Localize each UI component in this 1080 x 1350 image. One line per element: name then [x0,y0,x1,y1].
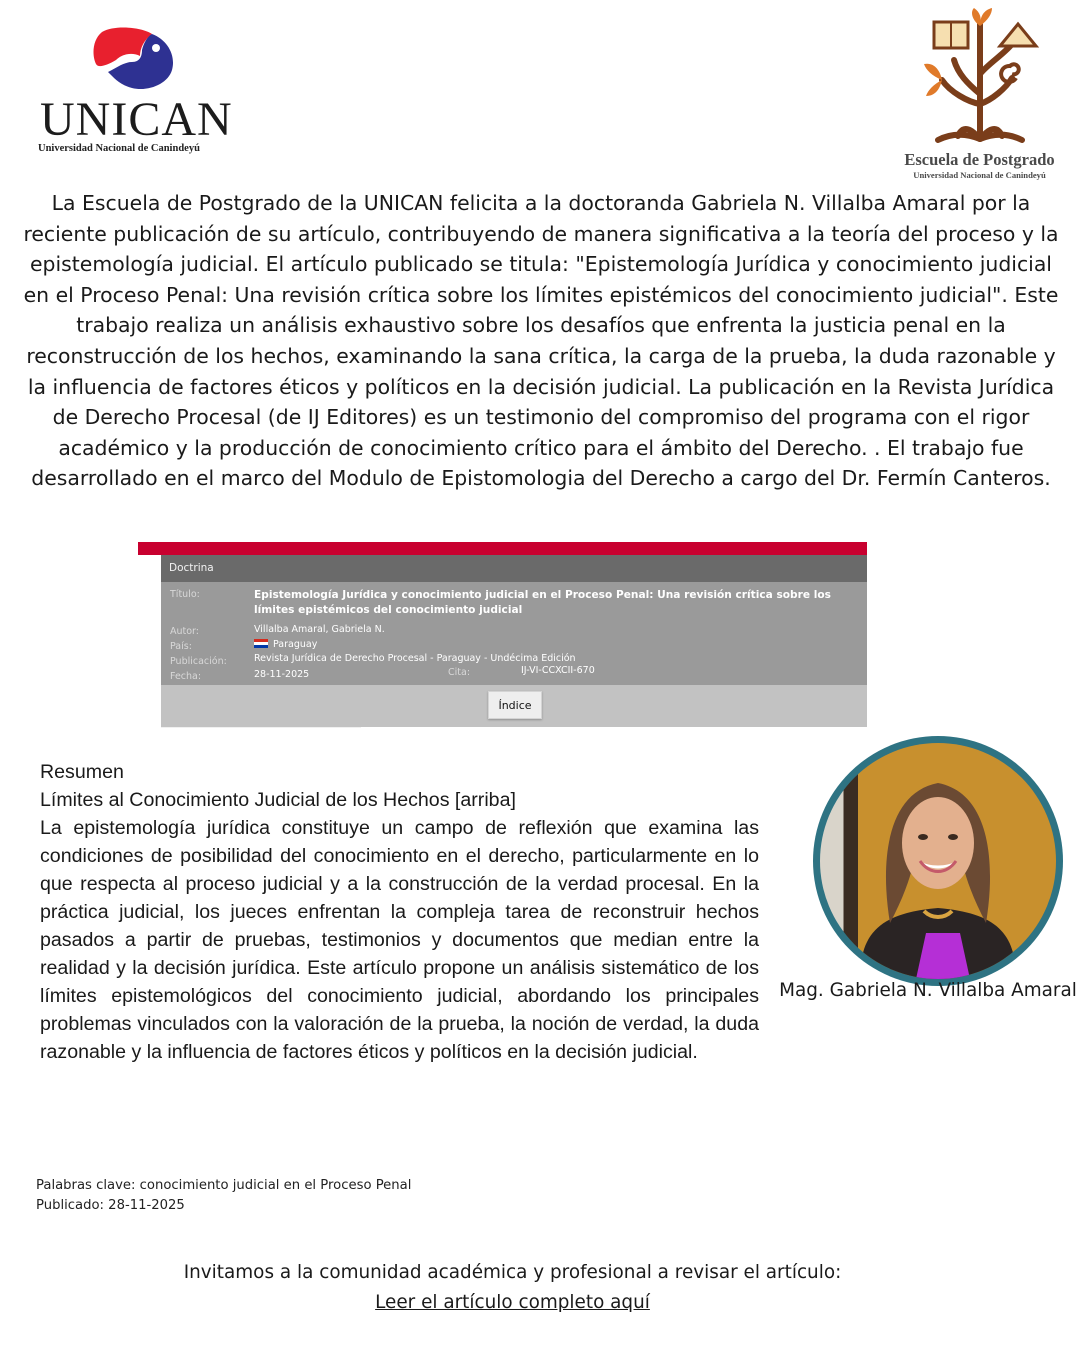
unican-emblem-icon [36,26,241,96]
intro-paragraph: La Escuela de Postgrado de la UNICAN felicita a la doctoranda Gabriela N. Villalba Amaral por la reciente publicación de su artículo, contribuyendo de manera significativa a la teoría del proceso y la epistemología judicial. El artículo publicado se titula: "Epistemología Jurídica y conocimiento judicial en el Proceso Penal: Una revisión crítica sobre los límites epistémicos del conocimiento judicial". Este trabajo realiza un análisis exhaustivo sobre los desafíos que enfrenta la justicia penal en la reconstrucción de los hechos, examinando la sana crítica, la carga de la prueba, la duda razonable y la influencia de factores éticos y políticos en la decisión judicial. La publicación en la Revista Jurídica de Derecho Procesal (de IJ Editores) es un testimonio del compromiso del programa con el rigor académico y la producción de conocimiento crítico para el ámbito del Derecho. . El trabajo fue desarrollado en el marco del Modulo de Epistomologia del Derecho a cargo del Dr. Fermín Canteros. [23,191,1059,491]
postgrado-title: Escuela de Postgrado [904,150,1055,169]
fecha-value: 28-11-2025 [254,669,310,680]
index-button[interactable]: Índice [488,691,542,719]
titulo-label: Título: [170,589,200,600]
card-accent-bar [138,542,867,555]
article-card [138,542,867,728]
tree-emblem-icon [888,4,1068,149]
card-section-header: Doctrina [161,555,867,582]
unican-logo [36,26,241,156]
pais-label: País: [170,641,192,652]
card-panel [161,555,867,727]
photo-caption: Mag. Gabriela N. Villalba Amaral [779,980,1077,1001]
portrait-illustration-icon [820,743,1056,979]
publicacion-label: Publicación: [170,656,227,667]
pais-text: Paraguay [273,639,318,650]
article-title-link[interactable]: Epistemología Jurídica y conocimiento judicial en el Proceso Penal: Una revisión crítica sobre los límites epistémicos del conocimiento judicial [254,589,831,616]
invite-text: Invitamos a la comunidad académica y profesional a revisar el artículo: [183,1262,842,1283]
abstract-subheading: Límites al Conocimiento Judicial de los Hechos [arriba] [40,789,516,811]
call-to-action [150,1258,875,1318]
abstract-heading: Resumen [40,761,124,783]
read-article-link[interactable]: Leer el artículo completo aquí [375,1292,650,1313]
author-photo-image [820,743,1056,979]
article-meta [36,1176,411,1216]
unican-subtitle: Universidad Nacional de Canindeyú [38,143,200,154]
card-bottom-line [161,727,361,728]
keywords: Palabras clave: conocimiento judicial en el Proceso Penal [36,1178,412,1193]
unican-wordmark: UNICAN [40,93,233,146]
fecha-label: Fecha: [170,671,202,682]
author-photo [813,736,1063,986]
cita-value: IJ-VI-CCXCII-670 [521,665,595,676]
autor-label: Autor: [170,626,199,637]
abstract-text: La epistemología jurídica constituye un campo de reflexión que examina las condiciones de posibilidad del conocimiento en el derecho, particularmente en lo que respecta al proceso judicial y a la construcción de la verdad procesal. En la práctica judicial, los jueces enfrentan la compleja tarea de reconstruir hechos pasados a partir de pruebas, testimonios y documentos que median entre la realidad y la decisión jurídica. Este artículo propone un análisis sistemático de los límites epistemológicos del conocimiento judicial, abordando los principales problemas vinculados con la valoración de la prueba, la noción de verdad, la duda razonable y la influencia de factores éticos y políticos en la decisión judicial. [40,817,759,1063]
publicacion-value: Revista Jurídica de Derecho Procesal - Paraguay - Undécima Edición [254,653,576,664]
card-body [161,582,867,685]
published-date: Publicado: 28-11-2025 [36,1198,185,1213]
abstract-section [40,758,759,1066]
paraguay-flag-icon [254,639,268,648]
pais-value [254,639,317,650]
cita-label: Cita: [448,667,471,678]
postgrado-logo [888,4,1068,184]
postgrado-subtitle: Universidad Nacional de Canindeyú [913,170,1046,180]
autor-value: Villalba Amaral, Gabriela N. [254,624,385,635]
